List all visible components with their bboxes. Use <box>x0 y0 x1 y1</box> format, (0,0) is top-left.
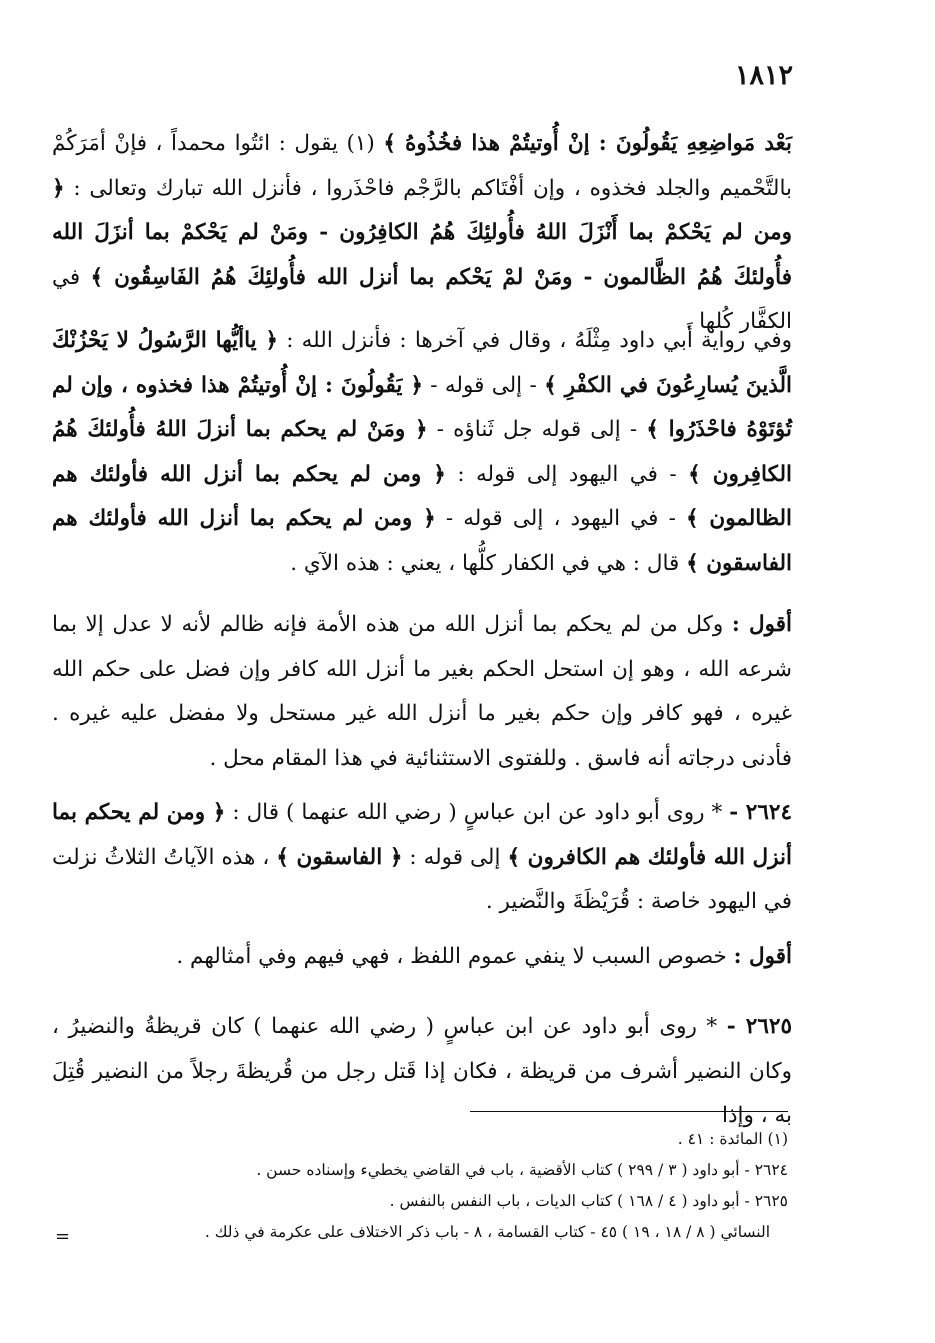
bold-text-segment: أقول : <box>733 944 792 969</box>
footnote-divider <box>470 1111 788 1112</box>
text-segment: خصوص السبب لا ينفي عموم اللفظ ، فهي فيهم وفي أمثالهم . <box>176 944 734 969</box>
bold-text-segment: ﴿ ومن لم يحكم بما أنزل الله فأولئك هم الكافرون ﴾ <box>52 800 792 870</box>
paragraph <box>52 791 792 925</box>
bold-text-segment: أقول : <box>731 612 792 637</box>
paragraph <box>52 1005 792 1139</box>
text-segment: في الكفَّار كُلها . <box>52 264 792 334</box>
footnote: ٢٦٢٥ - أبو داود ( ٤ / ١٦٨ ) كتاب الديات ، باب النفس بالنفس . <box>389 1192 788 1210</box>
text-segment: يقول : ائتُوا محمداً ، فإنْ أمَرَكُمْ بالتَّحْميم والجلد فخذوه ، وإن أفْتَاكم بالرَّجْم فاحْذَروا ، فأنزل الله تبارك وتعالى : <box>52 131 792 201</box>
text-segment: قال : هي في الكفار كلُّها ، يعني : هذه الآي . <box>290 550 687 576</box>
bold-text-segment: ٢٦٢٥ - <box>726 1014 792 1039</box>
text-segment: إلى قوله : <box>402 844 508 870</box>
footnote: (١) المائدة : ٤١ . <box>677 1130 788 1148</box>
paragraph <box>52 935 792 980</box>
page-number: ١٨١٢ <box>735 60 794 91</box>
bold-text-segment: بَعْد مَواضِعِهِ يَقُولُونَ : إنْ أُوتيتُمْ هذا فخُذُوهُ ﴾ <box>383 131 792 156</box>
bold-text-segment: ﴿ الفاسقون ﴾ <box>276 844 403 870</box>
text-segment: وكل من لم يحكم بما أنزل الله من هذه الأمة فإنه ظالم لأنه لا عدل إلا بما شرعه الله ، وهو إن استحل الحكم بغير ما أنزل الله كافر وإن فضل على حكم الله غيره ، فهو كافر وإن حكم بغير ما أنزل الله غير مستحل ولا مفضل عليه غيره . فأدنى درجاته أنه فاسق . وللفتوى الاستثنائية في هذا المقام محل . <box>52 612 792 771</box>
paragraph <box>52 603 792 781</box>
text-segment: - إلى قوله - <box>422 372 545 398</box>
bold-text-segment: ﴿ ومن لم يَحْكمْ بما أَنْزَلَ اللهُ فأُولئِكَ هُمُ الكافِرُون - ومَنْ لم يَحْكمْ بما أنزَلَ الله فأُولئكَ هُمُ الظَّالمون - ومَنْ لمْ يَحْكم بما أنزل الله فأُولئِكَ هُمُ الفَاسِقُون ﴾ <box>52 175 792 290</box>
text-segment: - في اليهود ، إلى قوله - <box>435 506 687 531</box>
bold-text-segment: ٢٦٢٤ - <box>729 800 792 825</box>
margin-mark: = <box>55 1226 71 1247</box>
bold-text-segment: ﴿ يَقُولُونَ : إنْ أُوتيتُمْ هذا فخذوه ، وإن لم تُؤتَوْهُ فاحْذَرُوا ﴾ <box>52 372 792 442</box>
bold-text-segment: ﴿ ياأيُّها الرَّسُولُ لا يَحْزُنْكَ الَّذينَ يُسارِعُونَ في الكفْرِ ﴾ <box>52 328 793 398</box>
bold-text-segment: ﴿ ومَنْ لم يحكم بما أنزلَ اللهُ فأُولئكَ هُمُ الكافِرون ﴾ <box>52 417 793 487</box>
bold-text-segment: ﴿ ومن لم يحكم بما أنزل الله فأولئك هم الفاسقون ﴾ <box>52 506 792 576</box>
text-segment: * روى أبو داود عن ابن عباسٍ ( رضي الله عنهما ) كان قريظةُ والنضيرُ ، وكان النضير أشرف من قريظة ، فكان إذا قَتل رجل من قُريظةَ رجلاً من النضير قُتِلَ به ، وإذا <box>52 1014 792 1128</box>
footnote: النسائي ( ٨ / ١٨ ، ١٩ ) ٤٥ - كتاب القسامة ، ٨ - باب ذكر الاختلاف على عكرمة في ذلك . <box>204 1223 770 1241</box>
text-segment: * روى أبو داود عن ابن عباسٍ ( رضي الله عنهما ) قال : <box>225 800 730 825</box>
footnote: ٢٦٢٤ - أبو داود ( ٣ / ٢٩٩ ) كتاب الأقضية ، باب في القاضي يخطيء وإسناده حسن . <box>256 1161 788 1179</box>
text-segment: - إلى قوله جل ثَناؤه - <box>427 417 647 442</box>
bold-text-segment: ﴿ ومن لم يحكم بما أنزل الله فأولئك هم الظالمون ﴾ <box>52 461 792 531</box>
text-segment: (١) <box>337 131 384 156</box>
text-segment: وفي رواية أَبي داود مِثْلَهُ ، وقال في آخرها : فأنزل الله : <box>278 328 792 353</box>
text-segment: - في اليهود إلى قوله : <box>445 461 689 487</box>
text-segment: ، هذه الآياتُ الثلاثُ نزلت في اليهود خاصة : قُرَيْظَةَ والنَّضير . <box>52 844 792 914</box>
paragraph <box>52 319 792 586</box>
footnotes <box>120 1124 788 1248</box>
paragraph <box>52 122 792 345</box>
